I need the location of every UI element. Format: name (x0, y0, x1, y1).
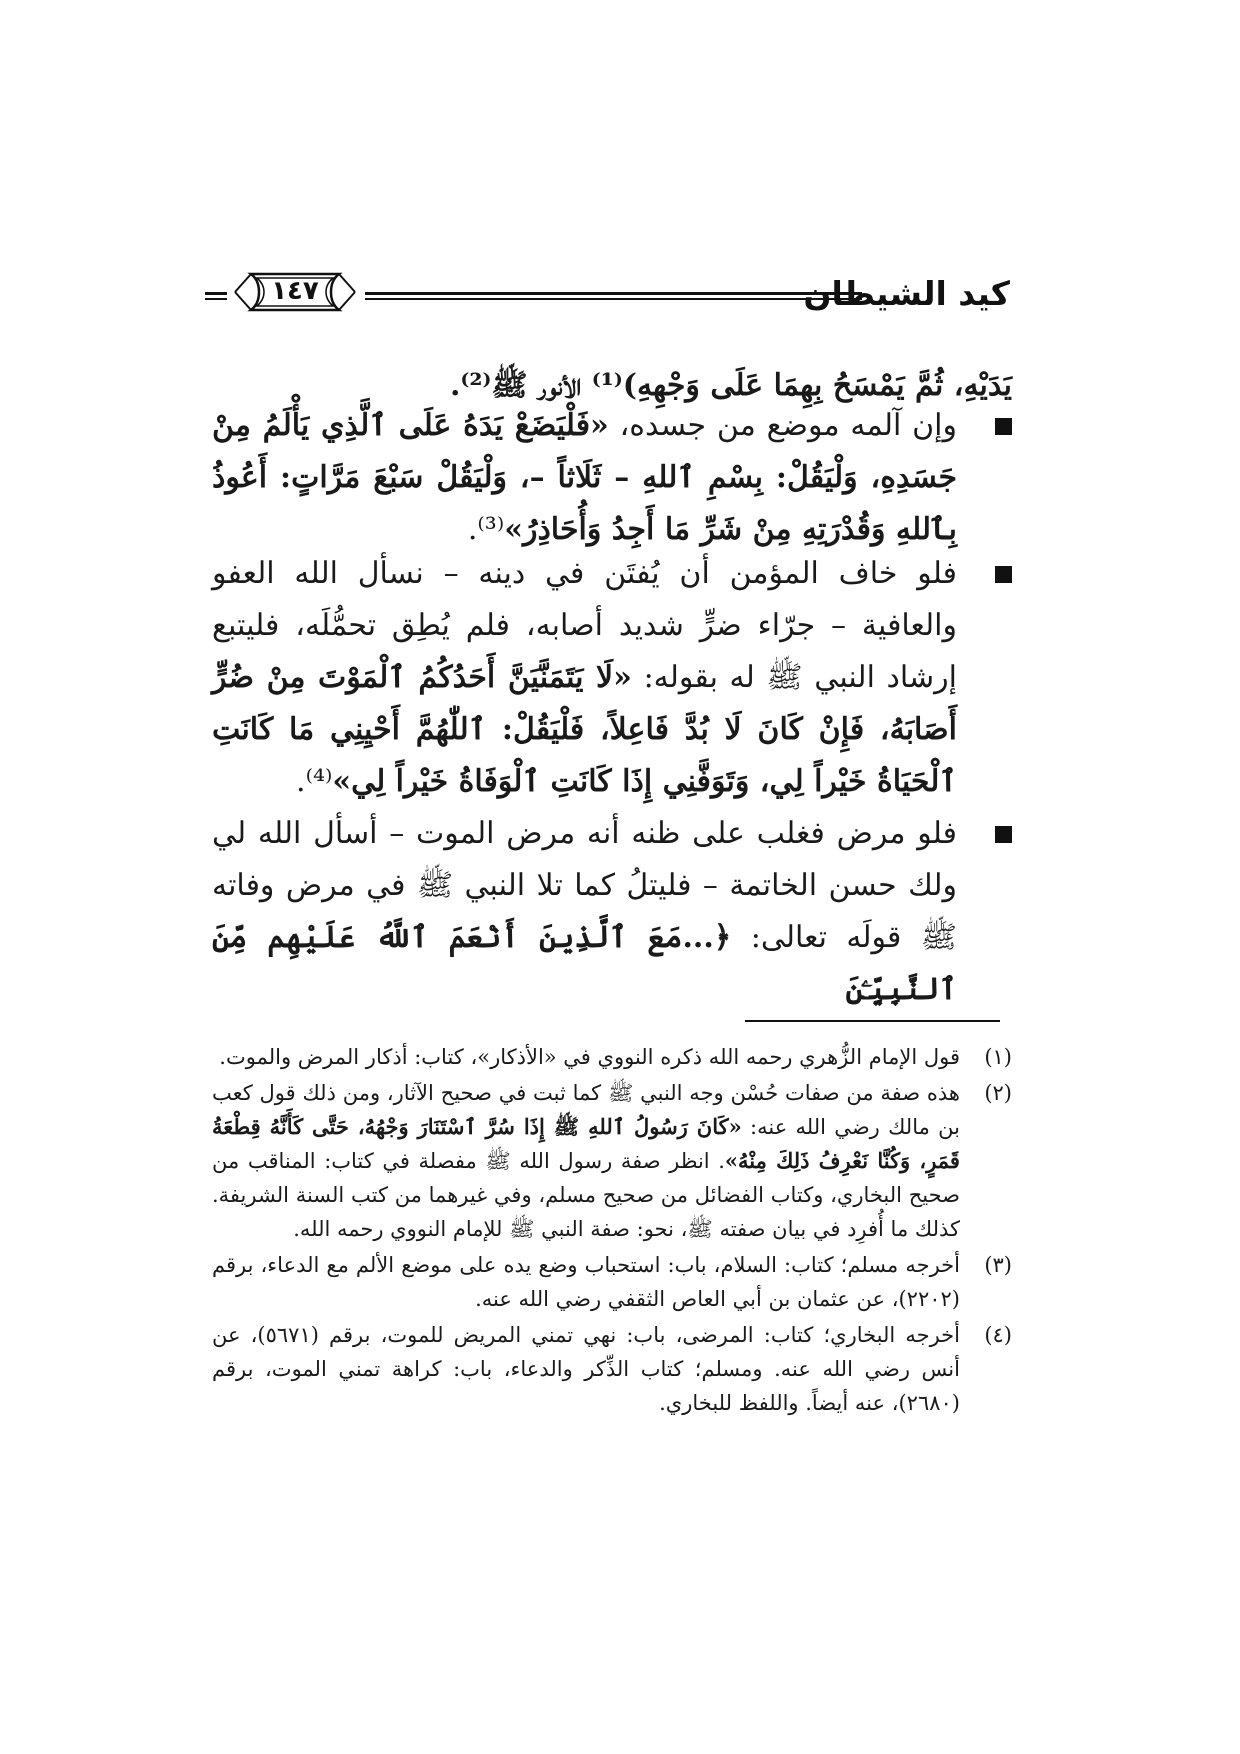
footnote-text: قول الإمام الزُّهري رحمه الله ذكره النووي في «الأذكار»، كتاب: أذكار المرض والموت. (219, 1045, 960, 1069)
bullet-intro: وإن آلمه موضع من جسده، (608, 408, 957, 443)
book-title: كيد الشيطان (803, 274, 1010, 313)
footnote-ref: ⁽³⁾. (467, 512, 505, 547)
bullet-paragraph-2 (212, 548, 1012, 808)
quran-quote: ﴿...مَعَ ٱلَّذِينَ أَنْعَمَ ٱللَّهُ عَلَيْهِم مِّنَ ٱلنَّبِيِّـۧنَ (212, 920, 957, 1007)
page-number: ١٤٧ (271, 276, 319, 306)
header-rule-right (365, 292, 862, 300)
footnote-quote: «كَانَ رَسُولُ ٱللهِ ﷺ إِذَا سُرَّ ٱسْتَنَارَ وَجْهُهُ، حَتَّى كَأَنَّهُ قِطْعَةُ قَمَرٍ، وَكُنَّا نَعْرِفُ ذَلِكَ مِنْهُ» (212, 1114, 960, 1173)
page-number-frame (231, 270, 359, 314)
square-bullet-icon (995, 418, 1012, 435)
page-header (205, 270, 1010, 322)
footnote-text: أخرجه مسلم؛ كتاب: السلام، باب: استحباب وضع يده على موضع الألم مع الدعاء، برقم (٢٢٠٢)، عن عثمان بن أبي العاص الثقفي رضي الله عنه. (212, 1253, 960, 1311)
footnote-separator (745, 1020, 1000, 1022)
footnote-text: أخرجه البخاري؛ كتاب: المرضى، باب: نهي تمني المريض للموت، برقم (٥٦٧١)، عن أنس رضي الله عنه. ومسلم؛ كتاب الذِّكر والدعاء، باب: كراهة تمني الموت، برقم (٢٦٨٠)، عنه أيضاً. واللفظ للبخاري. (212, 1323, 960, 1415)
square-bullet-icon (995, 826, 1012, 843)
bullet-intro: فلو خاف المؤمن أن يُفتَن في دينه – نسأل الله العفو والعافية – جرّاء ضرٍّ شديد أصابه، فلم يُطِق تحمُّلَه، فليتبع إرشاد النبي ﷺ له بقوله: (212, 556, 957, 695)
footnote-number: (٣) (984, 1253, 1012, 1277)
footnote-number: (٤) (984, 1323, 1012, 1347)
continuation-text: يَدَيْهِ، ثُمَّ يَمْسَحُ بِهِمَا عَلَى وَجْهِهِ)⁽¹⁾ الأنور ﷺ⁽²⁾. (449, 368, 1012, 403)
bullet-intro: فلو مرض فغلب على ظنه أنه مرض الموت – أسأل الله لي ولك حسن الخاتمة – فليتلُ كما تلا النبي ﷺ في مرض وفاته ﷺ قولَه تعالى: (212, 816, 957, 955)
bullet-paragraph-3 (212, 808, 1012, 1016)
footnote-number: (١) (984, 1045, 1012, 1069)
footnote-3 (212, 1248, 1012, 1316)
square-bullet-icon (995, 566, 1012, 583)
footnote-4 (212, 1318, 1012, 1420)
header-rule-left (205, 292, 227, 300)
footnote-1 (212, 1040, 1012, 1074)
footnote-2 (212, 1076, 1012, 1246)
hadith-quote: «فَلْيَضَعْ يَدَهُ عَلَى ٱلَّذِي يَأْلَمُ مِنْ جَسَدِهِ، وَلْيَقُلْ: بِسْمِ ٱللهِ – ثَلَاثاً –، وَلْيَقُلْ سَبْعَ مَرَّاتٍ: أَعُوذُ بِٱللهِ وَقُدْرَتِهِ مِنْ شَرِّ مَا أَجِدُ وَأُحَاذِرُ» (212, 408, 957, 547)
footnote-ref: ⁽⁴⁾. (296, 764, 333, 799)
bullet-paragraph-1 (212, 400, 1012, 556)
footnote-number: (٢) (984, 1081, 1012, 1105)
footnotes (212, 1040, 1012, 1422)
footnote-text: هذه صفة من صفات حُسْن وجه النبي ﷺ كما ثبت في صحيح الآثار، ومن ذلك قول كعب بن مالك رضي الله عنه: (212, 1081, 960, 1139)
footnote-text: . انظر صفة رسول الله ﷺ مفصلة في كتاب: المناقب من صحيح البخاري، وكتاب الفضائل من صحيح مسلم، وفي غيرهما من كتب السنة الشريفة. كذلك ما أُفرِد في بيان صفته ﷺ، نحو: صفة النبي ﷺ للإمام النووي رحمه الله. (212, 1149, 960, 1241)
hadith-quote: «لَا يَتَمَنَّيَنَّ أَحَدُكُمُ ٱلْمَوْتَ مِنْ ضُرٍّ أَصَابَهُ، فَإِنْ كَانَ لَا بُدَّ فَاعِلاً، فَلْيَقُلْ: ٱللّٰهُمَّ أَحْيِنِي مَا كَانَتِ ٱلْحَيَاةُ خَيْراً لِي، وَتَوَفَّنِي إِذَا كَانَتِ ٱلْوَفَاةُ خَيْراً لِي» (212, 660, 957, 799)
